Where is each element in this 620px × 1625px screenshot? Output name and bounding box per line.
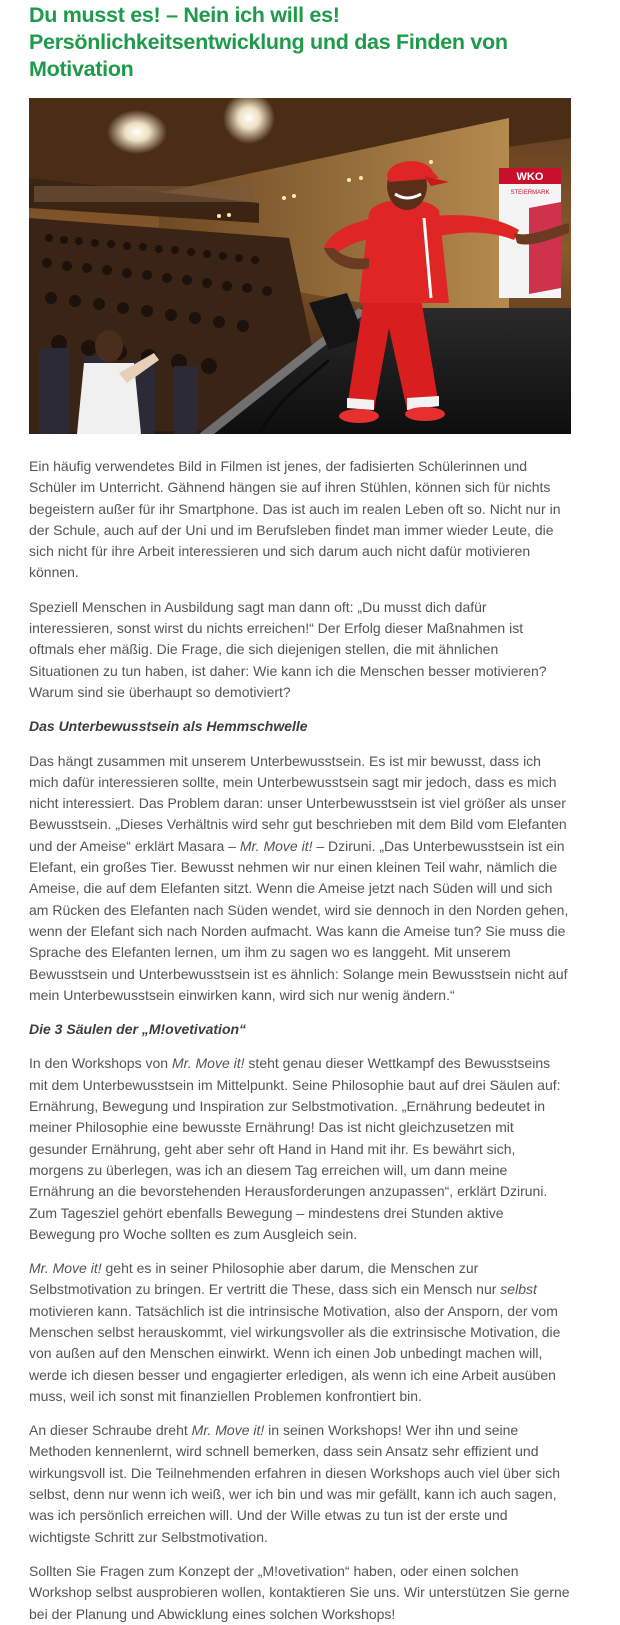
paragraph-1: Ein häufig verwendetes Bild in Filmen ist jenes, der fadisierten Schülerinnen und Schüler im Unterricht. Gähnend hängen sie auf ihren Stühlen, können sich für nichts begeistern außer für ihr Smartphone. Das ist auch im realen Leben oft so. Nicht nur in der Schule, auch auf der Uni und im Berufsleben findet man immer wieder Leute, die sich nicht für ihre Arbeit interessieren und sich darum auch nicht dafür motivieren können. xyxy=(29,458,561,581)
section-heading-saeulen: Die 3 Säulen der „M!ovetivation“ xyxy=(29,1021,247,1038)
paragraph-5-part-b: motivieren kann. Tatsächlich ist die intrinsische Motivation, also der Ansporn, der vom Menschen selbst herauskommt, viel wirkungsvoller als die extrinsische Motivation, die von außen auf den Menschen einwirkt. Wenn ich einen Job unbedingt machen will, werde ich diesen besser und engagierter erledigen, als wenn ich eine Arbeit ausüben muss, weil ich sonst mit finanziellen Problemen konfrontiert bin. xyxy=(29,1302,561,1404)
paragraph-4-part-a: In den Workshops von xyxy=(29,1055,172,1072)
paragraph-6 xyxy=(29,1420,571,1548)
brand-mr-move-it: Mr. Move it! xyxy=(171,1055,245,1072)
banner-sub: STEIERMARK xyxy=(510,190,550,196)
article-title: Du musst es! – Nein ich will es! Persönlichkeitsentwicklung und das Finden von Motivation xyxy=(29,3,508,81)
brand-mr-move-it: Mr. Move it! xyxy=(29,1260,102,1277)
paragraph-4 xyxy=(29,1053,571,1245)
article xyxy=(29,0,571,1625)
chandelier xyxy=(107,110,167,154)
paragraph-5 xyxy=(29,1258,571,1407)
banner-text: WKO xyxy=(516,171,544,183)
balcony-audience xyxy=(34,186,254,202)
paragraph-7: Sollten Sie Fragen zum Konzept der „M!ovetivation“ haben, oder einen solchen Workshop selbst ausprobieren wollen, kontaktieren Sie uns. Wir unterstützen Sie gerne bei der Planung und Abwicklung eines solchen Workshops! xyxy=(29,1562,570,1622)
paragraph-3-part-b: – Dziruni. „Das Unterbewusstsein ist ein Elefant, ein großes Tier. Bewusst nehmen wir nur einen kleinen Teil wahr, nämlich die Ameise, die auf dem Elefanten sitzt. Wenn die Ameise jetzt nach Süden will und sich am Rücken des Elefanten nach Süden wendet, wird sie dennoch in den Norden gehen, wenn der Elefant sich nach Norden aufmacht. Was kann die Ameise tun? Sie muss die Sprache des Elefanten lernen, um ihm zu sagen wo es langgeht. Mit unserem Bewusstsein und Unterbewusstsein ist es ähnlich: Solange mein Bewusstsein nicht auf mein Unterbewusstsein einwirken kann, wird sich nur wenig ändern.“ xyxy=(29,837,569,1003)
emphasis-selbst: selbst xyxy=(500,1281,537,1298)
paragraph-5-part-a: geht es in seiner Philosophie aber darum, die Menschen zur Selbstmotivation zu bringen. Er vertritt die These, dass sich ein Mensch nur xyxy=(29,1260,501,1298)
paragraph-3 xyxy=(29,751,571,1007)
brand-mr-move-it: Mr. Move it! xyxy=(191,1422,265,1439)
paragraph-2: Speziell Menschen in Ausbildung sagt man dann oft: „Du musst dich dafür interessieren, sonst wirst du nichts erreichen!“ Der Erfolg dieser Maßnahmen ist oftmals eher mäßig. Die Frage, die sich diejenigen stellen, die mit ähnlichen Situationen zu tun haben, ist daher: Wie kann ich die Menschen besser motivieren? Warum sind sie überhaupt so demotiviert? xyxy=(29,598,547,700)
hero-illustration xyxy=(29,98,571,434)
brand-mr-move-it: Mr. Move it! xyxy=(239,837,313,854)
hero-photo xyxy=(29,98,571,434)
paragraph-3-part-a: Das hängt zusammen mit unserem Unterbewusstsein. Es ist mir bewusst, dass ich mich dafür interessieren sollte, mein Unterbewusstsein sagt mir jedoch, dass es mich nicht interessiert. Das Problem daran: unser Unterbewusstsein ist viel größer als unser Bewusstsein. „Dieses Verhältnis wird sehr gut beschrieben mit dem Bild vom Elefanten und der Ameise“ erklärt Masara – xyxy=(29,752,567,854)
section-heading-unterbewusstsein: Das Unterbewusstsein als Hemmschwelle xyxy=(29,718,308,735)
paragraph-6-part-a: An dieser Schraube dreht xyxy=(29,1422,192,1439)
paragraph-4-part-b: steht genau dieser Wettkampf des Bewusstseins mit dem Unterbewusstsein im Mittelpunkt. Seine Philosophie baut auf drei Säulen auf: Ernährung, Bewegung und Inspiration zur Selbstmotivation. „Ernährung bedeutet in meiner Philosophie eine bewusste Ernährung! Das ist nicht gleichzusetzen mit gesunder Ernährung, geht aber sehr oft Hand in Hand mit ihr. Es bewährt sich, morgens zu überlegen, was ich an diesem Tag erreichen will, um dann meine Ernährung an die bevorstehenden Herausforderungen anzupassen“, erklärt Dziruni. Zum Tagesziel gehört ebenfalls Bewegung – mindestens drei Stunden aktive Bewegung pro Woche sollten es zum Ausgleich sein. xyxy=(29,1055,561,1242)
paragraph-6-part-b: in seinen Workshops! Wer ihn und seine Methoden kennenlernt, wird schnell bemerken, dass sein Ansatz sehr effizient und wirkungsvoll ist. Die Teilnehmenden erfahren in diesen Workshops auch viel über sich selbst, denn nur wenn ich weiß, wer ich bin und was mir gefällt, kann ich auch sagen, was ich persönlich erreichen will. Und der Wille etwas zu tun ist der erste und wichtigste Schritt zur Selbstmotivation. xyxy=(29,1422,560,1545)
